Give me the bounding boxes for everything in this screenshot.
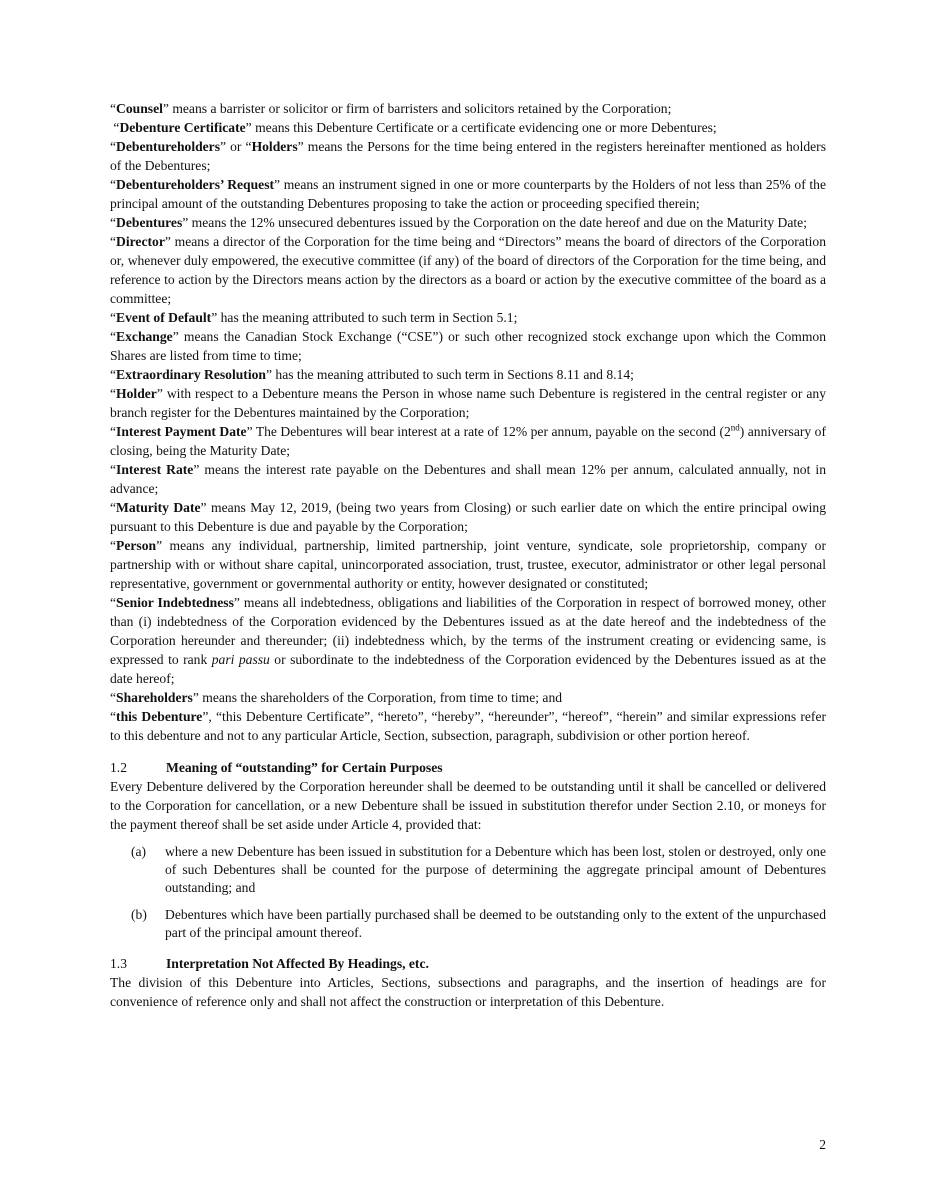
definition-debentureholders-request: “Debentureholders’ Request” means an instrument signed in one or more counterparts by the Holders of not less than 25% of the principal amount of the outstanding Debentures proposing to take the action or proceeding specified therein;	[110, 177, 826, 211]
definition-director: “Director” means a director of the Corporation for the time being and “Directors” means the board of directors of the Corporation or, whenever duly empowered, the executive committee (if any) of the board of directors of the Corporation for the time being, and reference to action by the Directors means action by the directors as a board or action by the executive committee of the board as a committee;	[110, 234, 826, 306]
section-title: Interpretation Not Affected By Headings, etc.	[166, 956, 429, 971]
section-1-3-body: The division of this Debenture into Articles, Sections, subsections and paragraphs, and the insertion of headings are for convenience of reference only and shall not affect the construction or interpretation of this Debenture.	[110, 975, 826, 1009]
definition-maturity-date: “Maturity Date” means May 12, 2019, (being two years from Closing) or such earlier date on which the entire principal owing pursuant to this Debenture is due and payable by the Corporation;	[110, 500, 827, 534]
section-title: Meaning of “outstanding” for Certain Purposes	[166, 760, 443, 775]
list-item	[110, 843, 826, 897]
list-item	[110, 906, 826, 942]
definition-exchange: “Exchange” means the Canadian Stock Exchange (“CSE”) or such other recognized stock exchange upon which the Common Shares are listed from time to time;	[110, 329, 826, 363]
section-1-2-body: Every Debenture delivered by the Corporation hereunder shall be deemed to be outstanding until it shall be cancelled or delivered to the Corporation for cancellation, or a new Debenture shall be issued in substitution therefor under Section 2.10, or moneys for the payment thereof shall be set aside under Article 4, provided that:	[110, 779, 826, 832]
section-number: 1.3	[110, 956, 127, 971]
definitions-list	[110, 99, 826, 745]
definition-holder: “Holder” with respect to a Debenture means the Person in whose name such Debenture is registered in the central register or any branch register for the Debentures maintained by the Corporation;	[110, 386, 826, 420]
definition-this-debenture: “this Debenture”, “this Debenture Certificate”, “hereto”, “hereby”, “hereunder”, “hereof”, “herein” and similar expressions refer to this debenture and not to any particular Article, Section, subsection, paragraph, subdivision or other portion hereof.	[110, 709, 827, 743]
list-item-text: Debentures which have been partially purchased shall be deemed to be outstanding only to the extent of the unpurchased part of the principal amount thereof.	[165, 907, 826, 940]
definition-debenture-certificate: “Debenture Certificate” means this Debenture Certificate or a certificate evidencing one or more Debentures;	[110, 120, 717, 135]
list-item-text: where a new Debenture has been issued in substitution for a Debenture which has been lost, stolen or destroyed, only one of such Debentures shall be counted for the purpose of determining the aggregate principal amount of Debentures outstanding; and	[165, 844, 826, 895]
definition-shareholders: “Shareholders” means the shareholders of the Corporation, from time to time; and	[110, 690, 563, 705]
list-item-label: (a)	[131, 844, 147, 859]
definition-interest-payment-date: “Interest Payment Date” The Debentures will bear interest at a rate of 12% per annum, payable on the second (2nd) anniversary of closing, being the Maturity Date;	[110, 422, 826, 458]
list-item-label: (b)	[131, 907, 147, 922]
section-number: 1.2	[110, 760, 127, 775]
section-1-3-heading	[110, 954, 826, 973]
section-1-2-provisos	[110, 843, 826, 942]
definition-counsel: “Counsel” means a barrister or solicitor or firm of barristers and solicitors retained by the Corporation;	[110, 101, 672, 116]
definition-event-of-default: “Event of Default” has the meaning attributed to such term in Section 5.1;	[110, 310, 518, 325]
page-number: 2	[819, 1137, 826, 1152]
definition-debentureholders: “Debentureholders” or “Holders” means the Persons for the time being entered in the registers hereinafter mentioned as holders of the Debentures;	[110, 139, 826, 173]
definition-debentures: “Debentures” means the 12% unsecured debentures issued by the Corporation on the date hereof and due on the Maturity Date;	[110, 215, 807, 230]
definition-person: “Person” means any individual, partnership, limited partnership, joint venture, syndicate, sole proprietorship, company or partnership with or without share capital, unincorporated association, trust, trustee, executor, administrator or other legal personal representative, government or governmental authority or entity, however designated or constituted;	[110, 538, 826, 591]
definition-senior-indebtedness: “Senior Indebtedness” means all indebtedness, obligations and liabilities of the Corporation in respect of borrowed money, other than (i) indebtedness of the Corporation evidenced by the Debentures issued as at the date hereof and the indebtedness of the Corporation hereunder and thereunder; (ii) indebtedness which, by the terms of the instrument creating or evidencing same, is expressed to rank pari passu or subordinate to the indebtedness of the Corporation evidenced by the Debentures issued as at the date hereof;	[110, 595, 827, 686]
definition-extraordinary-resolution: “Extraordinary Resolution” has the meaning attributed to such term in Sections 8.11 and 8.14;	[110, 367, 634, 382]
section-1-2-heading	[110, 758, 826, 777]
definition-interest-rate: “Interest Rate” means the interest rate payable on the Debentures and shall mean 12% per annum, calculated annually, not in advance;	[110, 462, 826, 496]
